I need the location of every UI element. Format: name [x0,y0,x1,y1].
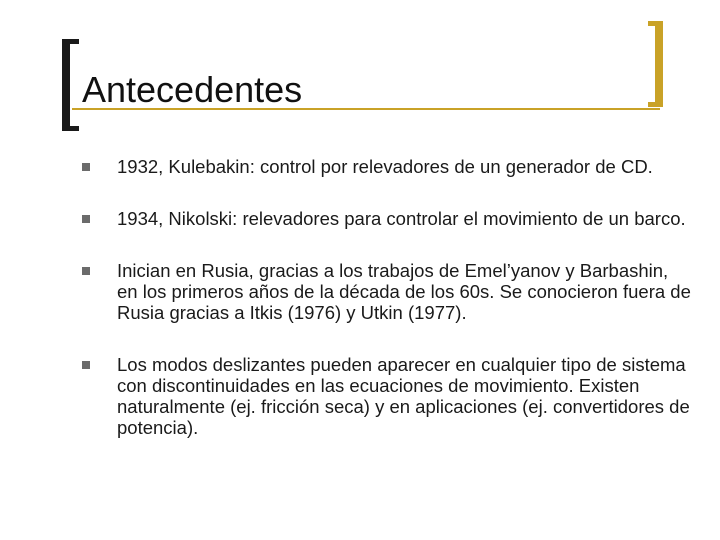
left-bracket-bottom-cap [62,126,79,131]
bullet-text: 1932, Kulebakin: control por relevadores de un generador de CD. [117,156,653,177]
bullet-text: Inician en Rusia, gracias a los trabajos de Emel’yanov y Barbashin, en los primeros años de la década de los 60s. Se conocieron fuera de Rusia gracias a Itkis (1976) y Utkin (1977). [117,260,691,323]
right-bracket-top-cap [648,21,663,26]
bullet-list [82,156,692,469]
square-bullet-icon [82,215,90,223]
left-bracket-decoration [62,39,70,131]
square-bullet-icon [82,361,90,369]
right-bracket-bottom-cap [648,102,663,107]
bullet-text: Los modos deslizantes pueden aparecer en cualquier tipo de sistema con discontinuidades en las ecuaciones de movimiento. Existen naturalmente (ej. fricción seca) y en aplicaciones (ej. convertidores de potencia). [117,354,690,438]
list-item [82,260,692,323]
square-bullet-icon [82,267,90,275]
bullet-text: 1934, Nikolski: relevadores para controlar el movimiento de un barco. [117,208,686,229]
slide-title: Antecedentes [82,69,303,110]
left-bracket-top-cap [62,39,79,44]
square-bullet-icon [82,163,90,171]
list-item [82,354,692,438]
list-item [82,156,692,177]
right-bracket-decoration [655,21,663,107]
list-item [82,208,692,229]
